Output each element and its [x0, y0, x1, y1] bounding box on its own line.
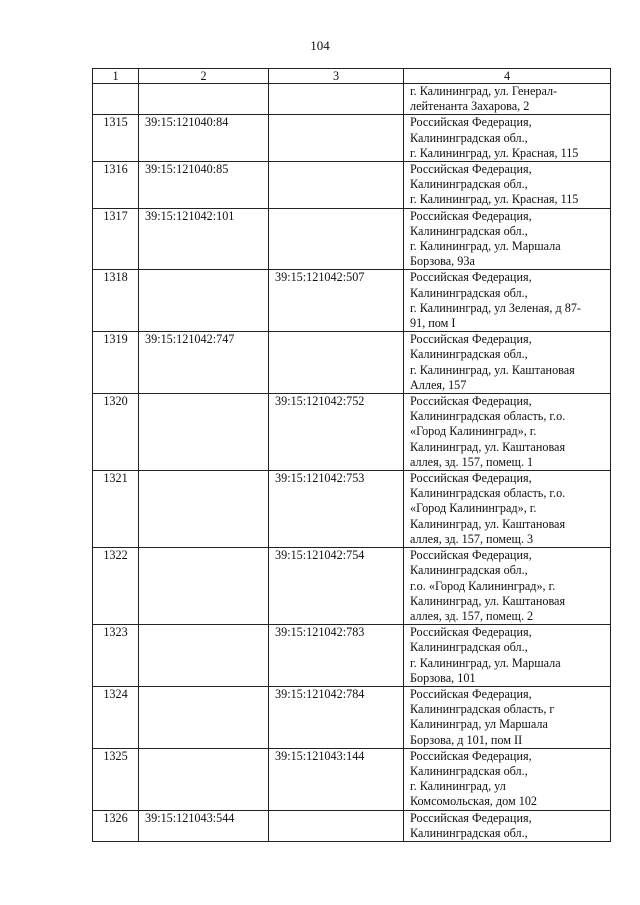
address-line: Российская Федерация, — [410, 394, 532, 409]
address-line: Российская Федерация, — [410, 270, 532, 285]
address-cell — [404, 686, 611, 748]
address-line: Российская Федерация, — [410, 332, 532, 347]
address-line: Калининградская область, г.о. — [410, 486, 566, 501]
cadastral-number-building: 39:15:121042:752 — [269, 394, 404, 471]
row-number: 1321 — [93, 471, 139, 548]
cadastral-number-building: 39:15:121042:754 — [269, 548, 404, 625]
cadastral-number-land — [139, 625, 269, 687]
cadastral-number-land: 39:15:121043:544 — [139, 810, 269, 841]
address-line: г. Калининград, ул. Маршала — [410, 655, 561, 670]
row-number — [93, 84, 139, 115]
cadastral-number-building — [269, 162, 404, 209]
address-line: Калининградская обл., — [410, 825, 528, 840]
address-line: Российская Федерация, — [410, 686, 532, 701]
address-line: 91, пом I — [410, 316, 456, 331]
row-number: 1323 — [93, 625, 139, 687]
table-row — [93, 471, 611, 548]
cadastral-number-land: 39:15:121042:101 — [139, 208, 269, 270]
cadastral-number-building — [269, 115, 404, 162]
table-row — [93, 270, 611, 332]
header-row — [93, 69, 611, 84]
address-line: аллея, зд. 157, помещ. 3 — [410, 531, 534, 546]
row-number: 1319 — [93, 332, 139, 394]
address-line: г. Калининград, ул. Красная, 115 — [410, 145, 579, 160]
cadastral-number-building — [269, 332, 404, 394]
address-line: Российская Федерация, — [410, 810, 532, 825]
row-number: 1324 — [93, 686, 139, 748]
address-line: аллея, зд. 157, помещ. 2 — [410, 608, 534, 623]
column-header-2: 2 — [139, 69, 269, 84]
address-line: лейтенанта Захарова, 2 — [410, 99, 530, 114]
address-line: Калининград, ул. Каштановая — [410, 593, 566, 608]
address-line: Российская Федерация, — [410, 162, 532, 177]
address-cell — [404, 625, 611, 687]
cadastral-number-building: 39:15:121043:144 — [269, 748, 404, 810]
cadastral-number-land: 39:15:121042:747 — [139, 332, 269, 394]
column-header-3: 3 — [269, 69, 404, 84]
address-line: Калининградская область, г.о. — [410, 409, 566, 424]
row-number: 1316 — [93, 162, 139, 209]
address-line: г. Калининград, ул. Маршала — [410, 239, 561, 254]
address-line: Борзова, 93а — [410, 254, 475, 269]
cadastral-number-land: 39:15:121040:85 — [139, 162, 269, 209]
table-row — [93, 208, 611, 270]
cadastral-number-land — [139, 270, 269, 332]
table-row — [93, 394, 611, 471]
address-line: Калининградская обл., — [410, 347, 528, 362]
cadastral-number-building: 39:15:121042:507 — [269, 270, 404, 332]
address-line: аллея, зд. 157, помещ. 1 — [410, 454, 534, 469]
column-header-1: 1 — [93, 69, 139, 84]
address-line: г. Калининград, ул. Каштановая — [410, 362, 575, 377]
row-number: 1317 — [93, 208, 139, 270]
address-line: Российская Федерация, — [410, 748, 532, 763]
address-line: Российская Федерация, — [410, 548, 532, 563]
address-line: Борзова, д 101, пом II — [410, 732, 523, 747]
table-row — [93, 625, 611, 687]
cadastral-number-building — [269, 810, 404, 841]
row-number: 1318 — [93, 270, 139, 332]
cadastral-number-land — [139, 748, 269, 810]
address-line: Калининградская обл., — [410, 285, 528, 300]
row-number: 1325 — [93, 748, 139, 810]
cadastral-number-land — [139, 471, 269, 548]
address-line: Калининградская обл., — [410, 177, 528, 192]
row-number: 1326 — [93, 810, 139, 841]
row-number: 1320 — [93, 394, 139, 471]
table-body — [93, 84, 611, 842]
address-line: Калининградская обл., — [410, 130, 528, 145]
table-row — [93, 84, 611, 115]
address-cell — [404, 810, 611, 841]
table-row — [93, 332, 611, 394]
table-row — [93, 748, 611, 810]
address-cell — [404, 270, 611, 332]
address-line: Калининград, ул. Каштановая — [410, 516, 566, 531]
address-line: Калининградская обл., — [410, 563, 528, 578]
address-line: Калининградская обл., — [410, 640, 528, 655]
cadastral-number-land — [139, 84, 269, 115]
table-row — [93, 162, 611, 209]
cadastral-number-land — [139, 548, 269, 625]
cadastral-number-building: 39:15:121042:753 — [269, 471, 404, 548]
cadastral-number-building: 39:15:121042:783 — [269, 625, 404, 687]
address-line: Российская Федерация, — [410, 471, 532, 486]
row-number: 1322 — [93, 548, 139, 625]
cadastral-number-land — [139, 686, 269, 748]
table-row — [93, 115, 611, 162]
cadastral-number-land — [139, 394, 269, 471]
column-header-4: 4 — [404, 69, 611, 84]
table-row — [93, 810, 611, 841]
cadastral-number-land: 39:15:121040:84 — [139, 115, 269, 162]
address-line: Российская Федерация, — [410, 625, 532, 640]
address-line: Аллея, 157 — [410, 377, 467, 392]
cadastral-number-building: 39:15:121042:784 — [269, 686, 404, 748]
address-line: г. Калининград, ул — [410, 779, 506, 794]
address-cell — [404, 162, 611, 209]
address-cell — [404, 332, 611, 394]
cadastral-number-building — [269, 84, 404, 115]
address-line: Калининградская обл., — [410, 223, 528, 238]
address-line: г. Калининград, ул. Красная, 115 — [410, 192, 579, 207]
page-number: 104 — [310, 38, 330, 53]
registry-table — [92, 68, 611, 842]
address-cell — [404, 394, 611, 471]
address-line: Калининградская область, г — [410, 702, 555, 717]
address-line: Калининград, ул Маршала — [410, 717, 548, 732]
address-line: Российская Федерация, — [410, 115, 532, 130]
address-line: Российская Федерация, — [410, 208, 532, 223]
address-line: Калининград, ул. Каштановая — [410, 439, 566, 454]
address-line: г. Калининград, ул Зеленая, д 87- — [410, 300, 581, 315]
address-line: Калининградская обл., — [410, 763, 528, 778]
address-line: «Город Калининград», г. — [410, 424, 537, 439]
row-number: 1315 — [93, 115, 139, 162]
address-line: Комсомольская, дом 102 — [410, 794, 538, 809]
address-cell — [404, 115, 611, 162]
table-row — [93, 548, 611, 625]
cadastral-number-building — [269, 208, 404, 270]
address-cell — [404, 84, 611, 115]
address-line: г. Калининград, ул. Генерал- — [410, 84, 558, 98]
address-line: г.о. «Город Калининград», г. — [410, 578, 556, 593]
address-cell — [404, 208, 611, 270]
address-cell — [404, 548, 611, 625]
address-line: Борзова, 101 — [410, 670, 476, 685]
address-line: «Город Калининград», г. — [410, 501, 537, 516]
address-cell — [404, 471, 611, 548]
table-row — [93, 686, 611, 748]
address-cell — [404, 748, 611, 810]
table-header — [93, 69, 611, 84]
